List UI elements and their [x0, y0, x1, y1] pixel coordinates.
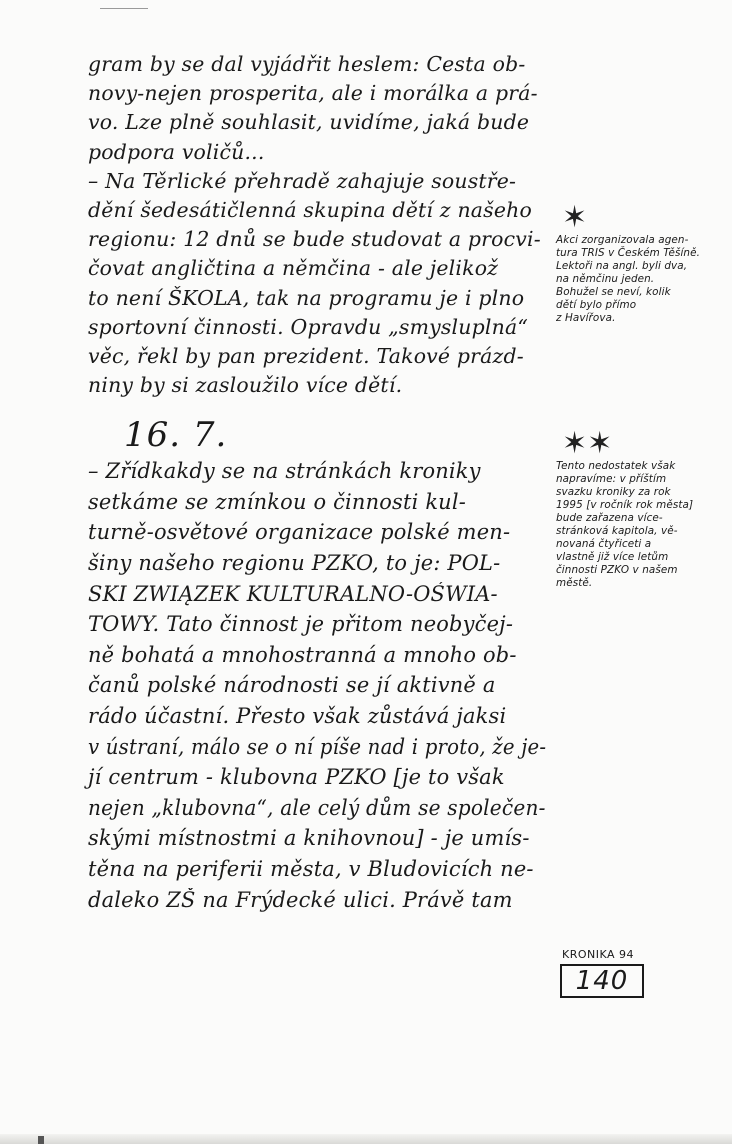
note-line: dětí bylo přímo	[556, 299, 637, 311]
paragraph-block-1	[88, 50, 548, 400]
text-line: čanů polské národnosti se jí aktivně a	[88, 673, 496, 698]
text-line: jí centrum - klubovna PZKO [je to však	[88, 765, 505, 790]
main-text-column	[88, 50, 548, 915]
text-line: čovat angličtina a němčina - ale jelikož	[88, 256, 499, 281]
text-line: dění šedesátičlenná skupina dětí z našeho	[88, 197, 532, 222]
text-line: těna na periferii města, v Bludovicích ne-	[88, 856, 534, 881]
text-line: – Zřídkakdy se na stránkách kroniky	[88, 459, 481, 484]
date-heading: 16. 7.	[124, 415, 228, 456]
note-line: vlastně již více letům	[556, 551, 669, 563]
asterisk-icon: ✶	[562, 200, 588, 235]
note-line: bude zařazena více-	[556, 512, 663, 524]
text-line: ně bohatá a mnohostranná a mnoho ob-	[88, 642, 517, 667]
text-line: skými místnostmi a knihovnou] - je umís-	[88, 826, 530, 851]
text-line: podpora voličů...	[88, 139, 265, 164]
note-line: 1995 [v ročník rok města]	[556, 499, 694, 511]
note-line: Akci zorganizovala agen-	[556, 234, 689, 246]
note-line: Lektoři na angl. byli dva,	[556, 260, 688, 272]
paragraph-block-2	[88, 456, 548, 915]
page-footer	[560, 948, 660, 998]
note-line: činnosti PZKO v našem	[556, 564, 678, 576]
double-asterisk-icon: ✶✶	[562, 426, 613, 461]
note-line: na němčinu jeden.	[556, 273, 655, 285]
text-line: setkáme se zmínkou o činnosti kul-	[88, 489, 467, 514]
text-line: – Na Těrlické přehradě zahajuje soustře-	[88, 168, 517, 193]
text-line: nejen „klubovna“, ale celý dům se společen-	[88, 795, 546, 820]
margin-note-1	[556, 202, 732, 325]
text-line: sportovní činnosti. Opravdu „smysluplná“	[88, 314, 528, 339]
text-line: rádo účastní. Přesto však zůstává jaksi	[88, 704, 507, 728]
text-line: šiny našeho regionu PZKO, to je: POL-	[88, 551, 501, 576]
text-line: regionu: 12 dnů se bude studovat a procvi-	[88, 227, 541, 252]
note-line: tura TRIS v Českém Těšíně.	[556, 247, 701, 259]
note-line: Tento nedostatek však	[556, 460, 676, 472]
note-line: novaná čtyřiceti a	[556, 538, 652, 550]
note-line: svazku kroniky za rok	[556, 486, 671, 498]
text-line: daleko ZŠ na Frýdecké ulici. Právě tam	[88, 887, 513, 912]
page-number: 140	[560, 964, 644, 998]
margin-note-2	[556, 428, 732, 590]
top-divider	[100, 8, 148, 9]
text-line: niny by si zasloužilo více dětí.	[88, 373, 403, 398]
text-line: věc, řekl by pan prezident. Takové prázd-	[88, 343, 524, 368]
chronicle-label: KRONIKA 94	[562, 948, 635, 961]
note-line: stránková kapitola, vě-	[556, 525, 678, 537]
text-line: novy-nejen prosperita, ale i morálka a prá-	[88, 81, 538, 106]
text-line: TOWY. Tato činnost je přitom neobyčej-	[88, 612, 514, 637]
text-line: to není ŠKOLA, tak na programu je i plno	[88, 285, 525, 310]
page-bottom-edge	[0, 1134, 732, 1144]
note-line: Bohužel se neví, kolik	[556, 286, 671, 298]
text-line: turně-osvětové organizace polské men-	[88, 520, 511, 545]
note-line: z Havířova.	[556, 312, 616, 324]
text-line: SKI ZWIĄZEK KULTURALNO-OŚWIA-	[88, 581, 498, 606]
text-line: vo. Lze plně souhlasit, uvidíme, jaká bude	[88, 110, 530, 135]
text-line: gram by se dal vyjádřit heslem: Cesta ob-	[88, 52, 526, 76]
note-line: napravíme: v příštím	[556, 473, 667, 485]
note-line: městě.	[556, 577, 593, 589]
text-line: v ústraní, málo se o ní píše nad i proto, že je-	[88, 734, 547, 759]
